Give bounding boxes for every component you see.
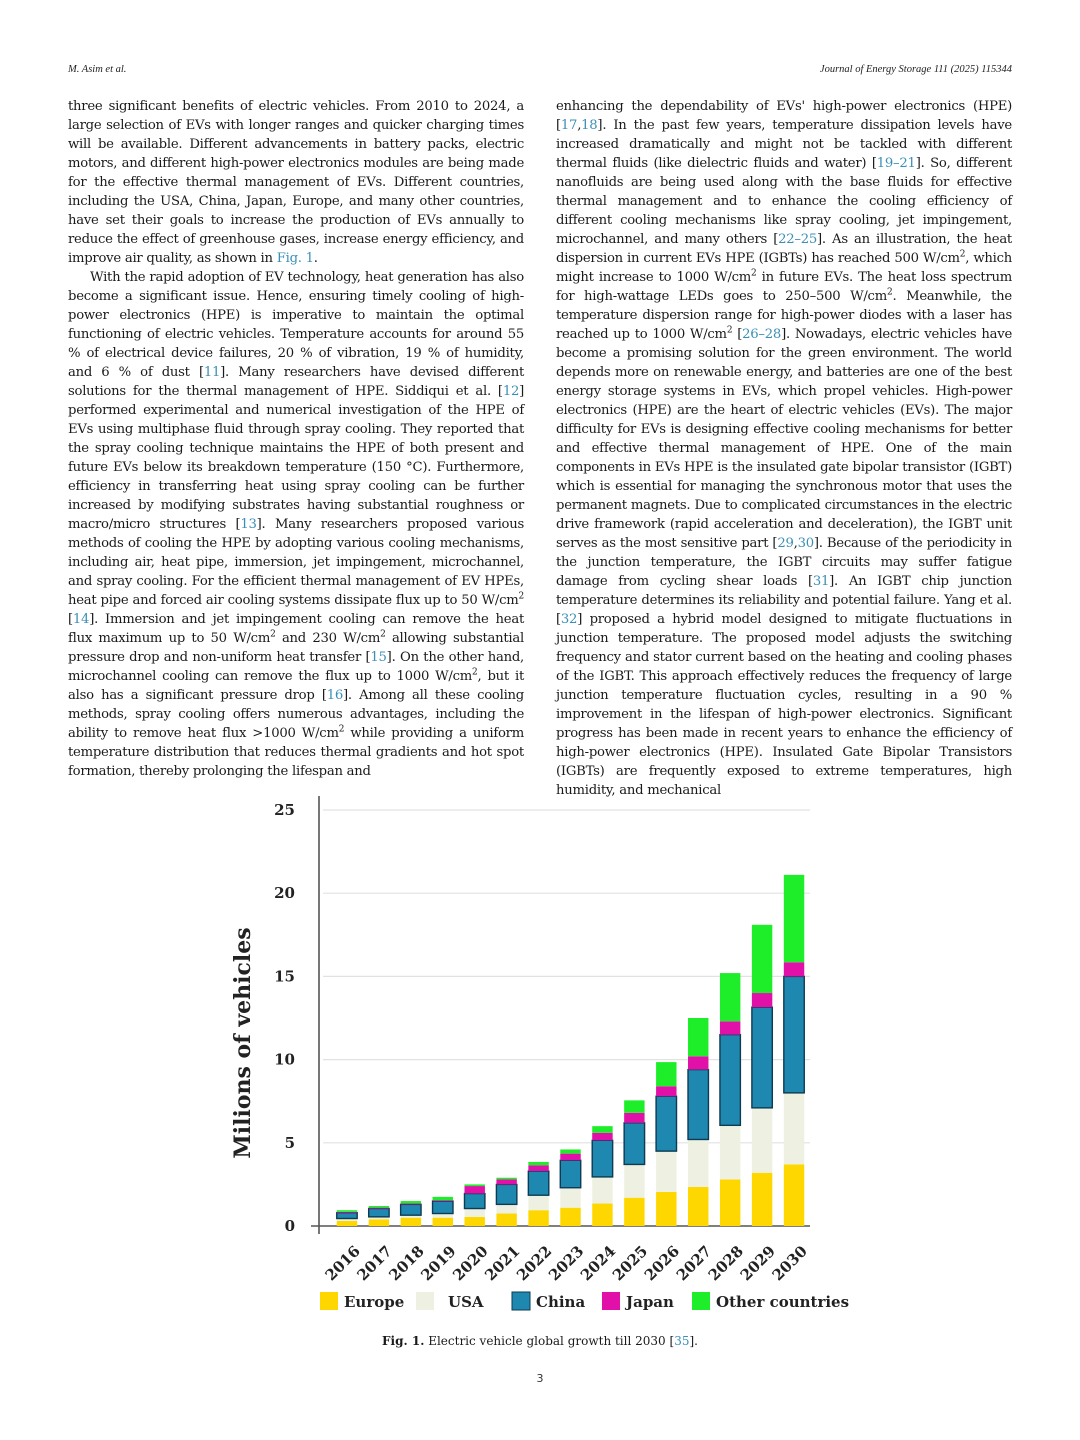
superscript: 2: [518, 591, 524, 602]
bar-segment-usa: [496, 1204, 516, 1213]
bar-segment-japan: [784, 962, 804, 976]
y-tick-label: 5: [284, 1133, 295, 1152]
bar-segment-europe: [433, 1218, 453, 1226]
bar-segment-china: [624, 1123, 644, 1165]
figure-caption: [0, 1334, 1080, 1348]
legend-label: Other countries: [716, 1293, 850, 1311]
bar-segment-china: [592, 1140, 612, 1177]
caption-text: ].: [689, 1334, 698, 1348]
bar-segment-europe: [752, 1173, 772, 1226]
paragraph: [556, 97, 1012, 800]
bar-segment-usa: [592, 1177, 612, 1204]
superscript: 2: [751, 268, 757, 279]
citation-link[interactable]: 14: [72, 612, 90, 627]
bar-segment-usa: [624, 1164, 644, 1197]
running-head-journal: Journal of Energy Storage 111 (2025) 115344: [819, 64, 1012, 75]
citation-link[interactable]: 32: [560, 612, 578, 627]
citation-link[interactable]: 19–21: [876, 156, 916, 171]
paragraph-text: while providing a uniform temperature distribution that reduces thermal gradients and hot spot formation, thereby prolonging the lifespan and: [68, 726, 524, 779]
paragraph-text: ]. Many researchers have devised different solutions for the thermal management of HPE. Siddiqui et al. [: [68, 365, 524, 399]
citation-link[interactable]: 30: [797, 536, 814, 551]
bar-segment-japan: [560, 1154, 580, 1161]
paragraph-text: ,: [793, 536, 798, 551]
x-tick-label: 2022: [513, 1242, 556, 1285]
paragraph-text: .: [313, 251, 318, 266]
bar-segment-europe: [528, 1210, 548, 1226]
citation-link[interactable]: 15: [370, 650, 387, 665]
bar-segment-china: [656, 1096, 676, 1151]
y-tick-label: 15: [274, 967, 295, 986]
paragraph-text: ]. Immersion and jet impingement cooling can remove the heat flux maximum up to 50 W/cm: [68, 612, 524, 646]
bar-segment-japan: [688, 1056, 708, 1069]
paragraph-text: ]. So, different nanofluids are being used along with the base fluids for effective thermal management and to enhance the cooling efficiency of different cooling mechanisms like spray cooling, jet impingement, microchannel, and many others [: [556, 156, 1013, 247]
bar-segment-other-countries: [496, 1178, 516, 1180]
citation-link[interactable]: 12: [502, 384, 520, 399]
bar-segment-japan: [401, 1204, 421, 1205]
bar-segment-europe: [369, 1219, 389, 1226]
superscript: 2: [959, 249, 966, 260]
paragraph-text: ]. As an illustration, the heat dispersion in current EVs HPE (IGBTs) has reached 500 W/cm: [556, 232, 1012, 266]
citation-link[interactable]: 35: [674, 1334, 690, 1348]
paragraph-text: , which might increase to 1000 W/cm: [556, 251, 1012, 285]
superscript: 2: [338, 724, 345, 735]
paragraph-text: ]. On the other hand, microchannel cooling can remove the flux up to 1000 W/cm: [68, 650, 524, 684]
bar-segment-china: [464, 1194, 484, 1209]
paragraph-text: allowing substantial pressure drop and non-uniform heat transfer [: [68, 631, 524, 665]
x-tick-label: 2023: [545, 1242, 588, 1285]
legend-label: Japan: [626, 1293, 674, 1311]
bar-segment-europe: [720, 1179, 740, 1226]
running-head-authors: M. Asim et al.: [68, 64, 127, 75]
bar-segment-japan: [592, 1133, 612, 1140]
bar-segment-usa: [560, 1188, 580, 1208]
bar-segment-other-countries: [656, 1062, 676, 1086]
bar-segment-usa: [688, 1139, 708, 1186]
bar-segment-japan: [369, 1208, 389, 1209]
bar-segment-europe: [656, 1192, 676, 1226]
legend-label: Europe: [344, 1293, 405, 1311]
citation-link[interactable]: 31: [812, 574, 830, 589]
citation-link[interactable]: 18: [581, 118, 598, 133]
x-tick-label: 2017: [353, 1242, 396, 1285]
superscript: 2: [726, 325, 733, 336]
figure-ev-growth: [220, 790, 860, 1350]
bar-segment-europe: [337, 1221, 357, 1226]
superscript: 2: [886, 287, 893, 298]
bar-segment-europe: [496, 1214, 516, 1226]
bar-segment-europe: [592, 1204, 612, 1226]
citation-link[interactable]: 22–25: [778, 232, 818, 247]
paragraph-text: ]. Many researchers proposed various methods of cooling the HPE by adopting various cooling mechanisms, including air, heat pipe, immersion, jet impingement, microchannel, and spray cooling. For the efficient thermal management of EV HPEs, heat pipe and forced air cooling systems dissipate flux up to 50 W/cm: [68, 517, 524, 608]
x-tick-label: 2018: [385, 1242, 428, 1285]
x-tick-label: 2019: [417, 1242, 460, 1285]
paragraph: [68, 268, 524, 781]
paragraph-text: ]. In the past few years, temperature dissipation levels have increased dramatically and might not be tackled with different thermal fluids (like dielectric fluids and water) [: [556, 118, 1012, 171]
legend-swatch: [320, 1292, 338, 1310]
bar-segment-china: [528, 1171, 548, 1195]
stacked-bar-chart: [220, 790, 860, 1330]
x-tick-label: 2021: [481, 1242, 524, 1285]
caption-text: Electric vehicle global growth till 2030 [: [428, 1334, 675, 1348]
y-tick-label: 0: [284, 1217, 295, 1235]
bar-segment-europe: [688, 1187, 708, 1226]
citation-link[interactable]: 29: [777, 536, 794, 551]
bar-segment-usa: [784, 1093, 804, 1165]
bar-segment-japan: [624, 1113, 644, 1123]
superscript: 2: [380, 629, 386, 640]
legend-label: USA: [448, 1293, 484, 1311]
bar-segment-usa: [656, 1151, 676, 1192]
paragraph: [68, 97, 524, 268]
y-tick-label: 20: [274, 884, 295, 903]
bar-segment-japan: [720, 1021, 740, 1034]
x-tick-label: 2028: [704, 1242, 747, 1285]
paragraph-text: ] performed experimental and numerical investigation of the HPE of EVs using multiphase fluid through spray cooling. They reported that the spray cooling technique maintains the HPE of both present and future EVs below its breakdown temperature (150 °C). Furthermore, efficiency in transferring heat using spray cooling can be further increased by modifying substrates having substantial roughness or macro/micro structures [: [68, 384, 524, 532]
citation-link[interactable]: 26–28: [742, 327, 782, 342]
superscript: 2: [472, 667, 478, 678]
y-tick-label: 10: [274, 1050, 295, 1069]
paragraph-text: [: [732, 327, 743, 342]
bar-segment-japan: [496, 1179, 516, 1184]
bar-segment-other-countries: [337, 1210, 357, 1212]
paragraph-text: ,: [577, 118, 582, 133]
bar-segment-other-countries: [464, 1184, 484, 1186]
bar-segment-japan: [433, 1200, 453, 1201]
bar-segment-other-countries: [592, 1126, 612, 1133]
bar-segment-other-countries: [369, 1206, 389, 1208]
x-tick-label: 2030: [768, 1242, 811, 1285]
legend-label: China: [536, 1293, 586, 1311]
paragraph-text: ]. Nowadays, electric vehicles have become a promising solution for the green environment. The world depends more on renewable energy, and batteries are one of the best energy storage systems in EVs, which propel vehicles. High-power electronics (HPE) are the heart of electric vehicles (EVs). The major difficulty for EVs is designing effective cooling mechanisms for better and effective thermal management of HPE. One of the main components in EVs HPE is the insulated gate bipolar transistor (IGBT) which is essential for managing the synchronous motor that uses the permanent magnets. Due to complicated circumstances in the electric drive framework (rapid acceleration and deceleration), the IGBT unit serves as the most sensitive part [: [556, 327, 1012, 551]
bar-segment-europe: [784, 1164, 804, 1226]
bar-segment-china: [401, 1204, 421, 1215]
paragraph-text: , but it also has a significant pressure drop [: [68, 669, 525, 703]
bar-segment-europe: [624, 1198, 644, 1226]
bar-segment-china: [784, 976, 804, 1092]
x-tick-label: 2027: [672, 1242, 716, 1285]
paragraph-text: in future EVs. The heat loss spectrum for high-wattage LEDs goes to 250–500 W/cm: [556, 270, 1013, 304]
bar-segment-other-countries: [784, 875, 804, 962]
paragraph-text: With the rapid adoption of EV technology, heat generation has also become a significant issue. Hence, ensuring timely cooling of high-power electronics (HPE) is imperative to maintain the optimal functioning of electric vehicles. Temperature accounts for around 55 % of electrical device failures, 20 % of vibration, 19 % of humidity, and 6 % of dust [: [68, 270, 524, 380]
bar-segment-china: [720, 1035, 740, 1126]
paragraph-text: ]. Among all these cooling methods, spray cooling offers numerous advantages, including the ability to remove heat flux >1000 W/cm: [68, 688, 524, 741]
left-column: [68, 97, 524, 781]
bar-segment-china: [560, 1160, 580, 1187]
bar-segment-usa: [528, 1195, 548, 1210]
citation-link[interactable]: 11: [203, 365, 221, 380]
bar-segment-china: [688, 1070, 708, 1140]
paragraph-text: and 230 W/cm: [275, 631, 381, 646]
x-tick-label: 2026: [640, 1242, 684, 1285]
paragraph-text: . Meanwhile, the temperature dispersion range for high-power diodes with a laser has reached up to 1000 W/cm: [556, 289, 1012, 342]
y-axis-title: Milions of vehicles: [230, 927, 256, 1159]
bar-segment-other-countries: [401, 1201, 421, 1203]
x-tick-label: 2029: [736, 1242, 779, 1285]
paragraph-text: enhancing the dependability of EVs' high-power electronics (HPE) [: [556, 99, 1012, 133]
bar-segment-europe: [560, 1208, 580, 1226]
right-column: [556, 97, 1012, 800]
bar-segment-usa: [464, 1209, 484, 1217]
x-tick-label: 2025: [608, 1242, 652, 1285]
bar-segment-usa: [720, 1125, 740, 1179]
bar-segment-china: [433, 1201, 453, 1213]
bar-segment-japan: [464, 1186, 484, 1193]
superscript: 2: [270, 629, 276, 640]
legend-swatch: [602, 1292, 620, 1310]
bar-segment-other-countries: [624, 1100, 644, 1112]
legend-swatch: [416, 1292, 434, 1310]
legend-swatch: [512, 1292, 530, 1310]
bar-segment-other-countries: [720, 973, 740, 1021]
bar-segment-china: [337, 1213, 357, 1219]
paragraph-text: ]. Because of the periodicity in the junction temperature, the IGBT circuits may suffer fatigue damage from cycling shear loads [: [556, 536, 1012, 589]
x-tick-label: 2024: [577, 1242, 620, 1285]
bar-segment-other-countries: [433, 1197, 453, 1200]
y-tick-label: 25: [274, 801, 295, 819]
paragraph-text: ] proposed a hybrid model designed to mitigate fluctuations in junction temperature. The proposed model adjusts the switching frequency and stator current based on the heating and cooling phases of the IGBT. This approach effectively reduces the frequency of large junction temperature fluctuation cycles, resulting in a 90 % improvement in the lifespan of high-power electronics. Significant progress has been made in recent years to enhance the efficiency of high-power electronics (HPE). Insulated Gate Bipolar Transistors (IGBTs) are frequently exposed to extreme temperatures, high humidity, and mechanical: [556, 612, 1012, 798]
bar-segment-china: [369, 1209, 389, 1217]
bar-segment-japan: [337, 1212, 357, 1213]
bar-segment-usa: [752, 1108, 772, 1173]
citation-link[interactable]: 17: [560, 118, 578, 133]
bar-segment-china: [496, 1184, 516, 1204]
bar-segment-japan: [752, 993, 772, 1007]
caption-label: Fig. 1.: [382, 1334, 425, 1348]
citation-link[interactable]: 13: [240, 517, 257, 532]
bar-segment-japan: [528, 1165, 548, 1171]
bar-segment-other-countries: [528, 1162, 548, 1165]
x-tick-label: 2016: [321, 1242, 364, 1285]
bar-segment-europe: [401, 1218, 421, 1226]
x-tick-label: 2020: [449, 1242, 492, 1285]
bar-segment-japan: [656, 1086, 676, 1096]
bar-segment-europe: [464, 1217, 484, 1226]
paragraph-text: ]. An IGBT chip junction temperature determines its reliability and potential failure. Yang et al. [: [556, 574, 1012, 627]
page-number: 3: [536, 1372, 544, 1385]
legend-swatch: [692, 1292, 710, 1310]
paragraph-text: [: [68, 612, 73, 627]
bar-segment-china: [752, 1007, 772, 1108]
figure-link[interactable]: Fig. 1: [276, 251, 314, 266]
bar-segment-other-countries: [752, 925, 772, 993]
citation-link[interactable]: 16: [326, 688, 343, 703]
bar-segment-other-countries: [560, 1149, 580, 1153]
bar-segment-other-countries: [688, 1018, 708, 1056]
paragraph-text: three significant benefits of electric vehicles. From 2010 to 2024, a large selection of EVs with longer ranges and quicker charging times will be available. Different advancements in battery packs, electric motors, and different high-power electronics modules are being made for the effective thermal management of EVs. Different countries, including the USA, China, Japan, Europe, and many other countries, have set their goals to increase the production of EVs annually to reduce the effect of greenhouse gases, increase energy efficiency, and improve air quality, as shown in: [68, 99, 524, 266]
